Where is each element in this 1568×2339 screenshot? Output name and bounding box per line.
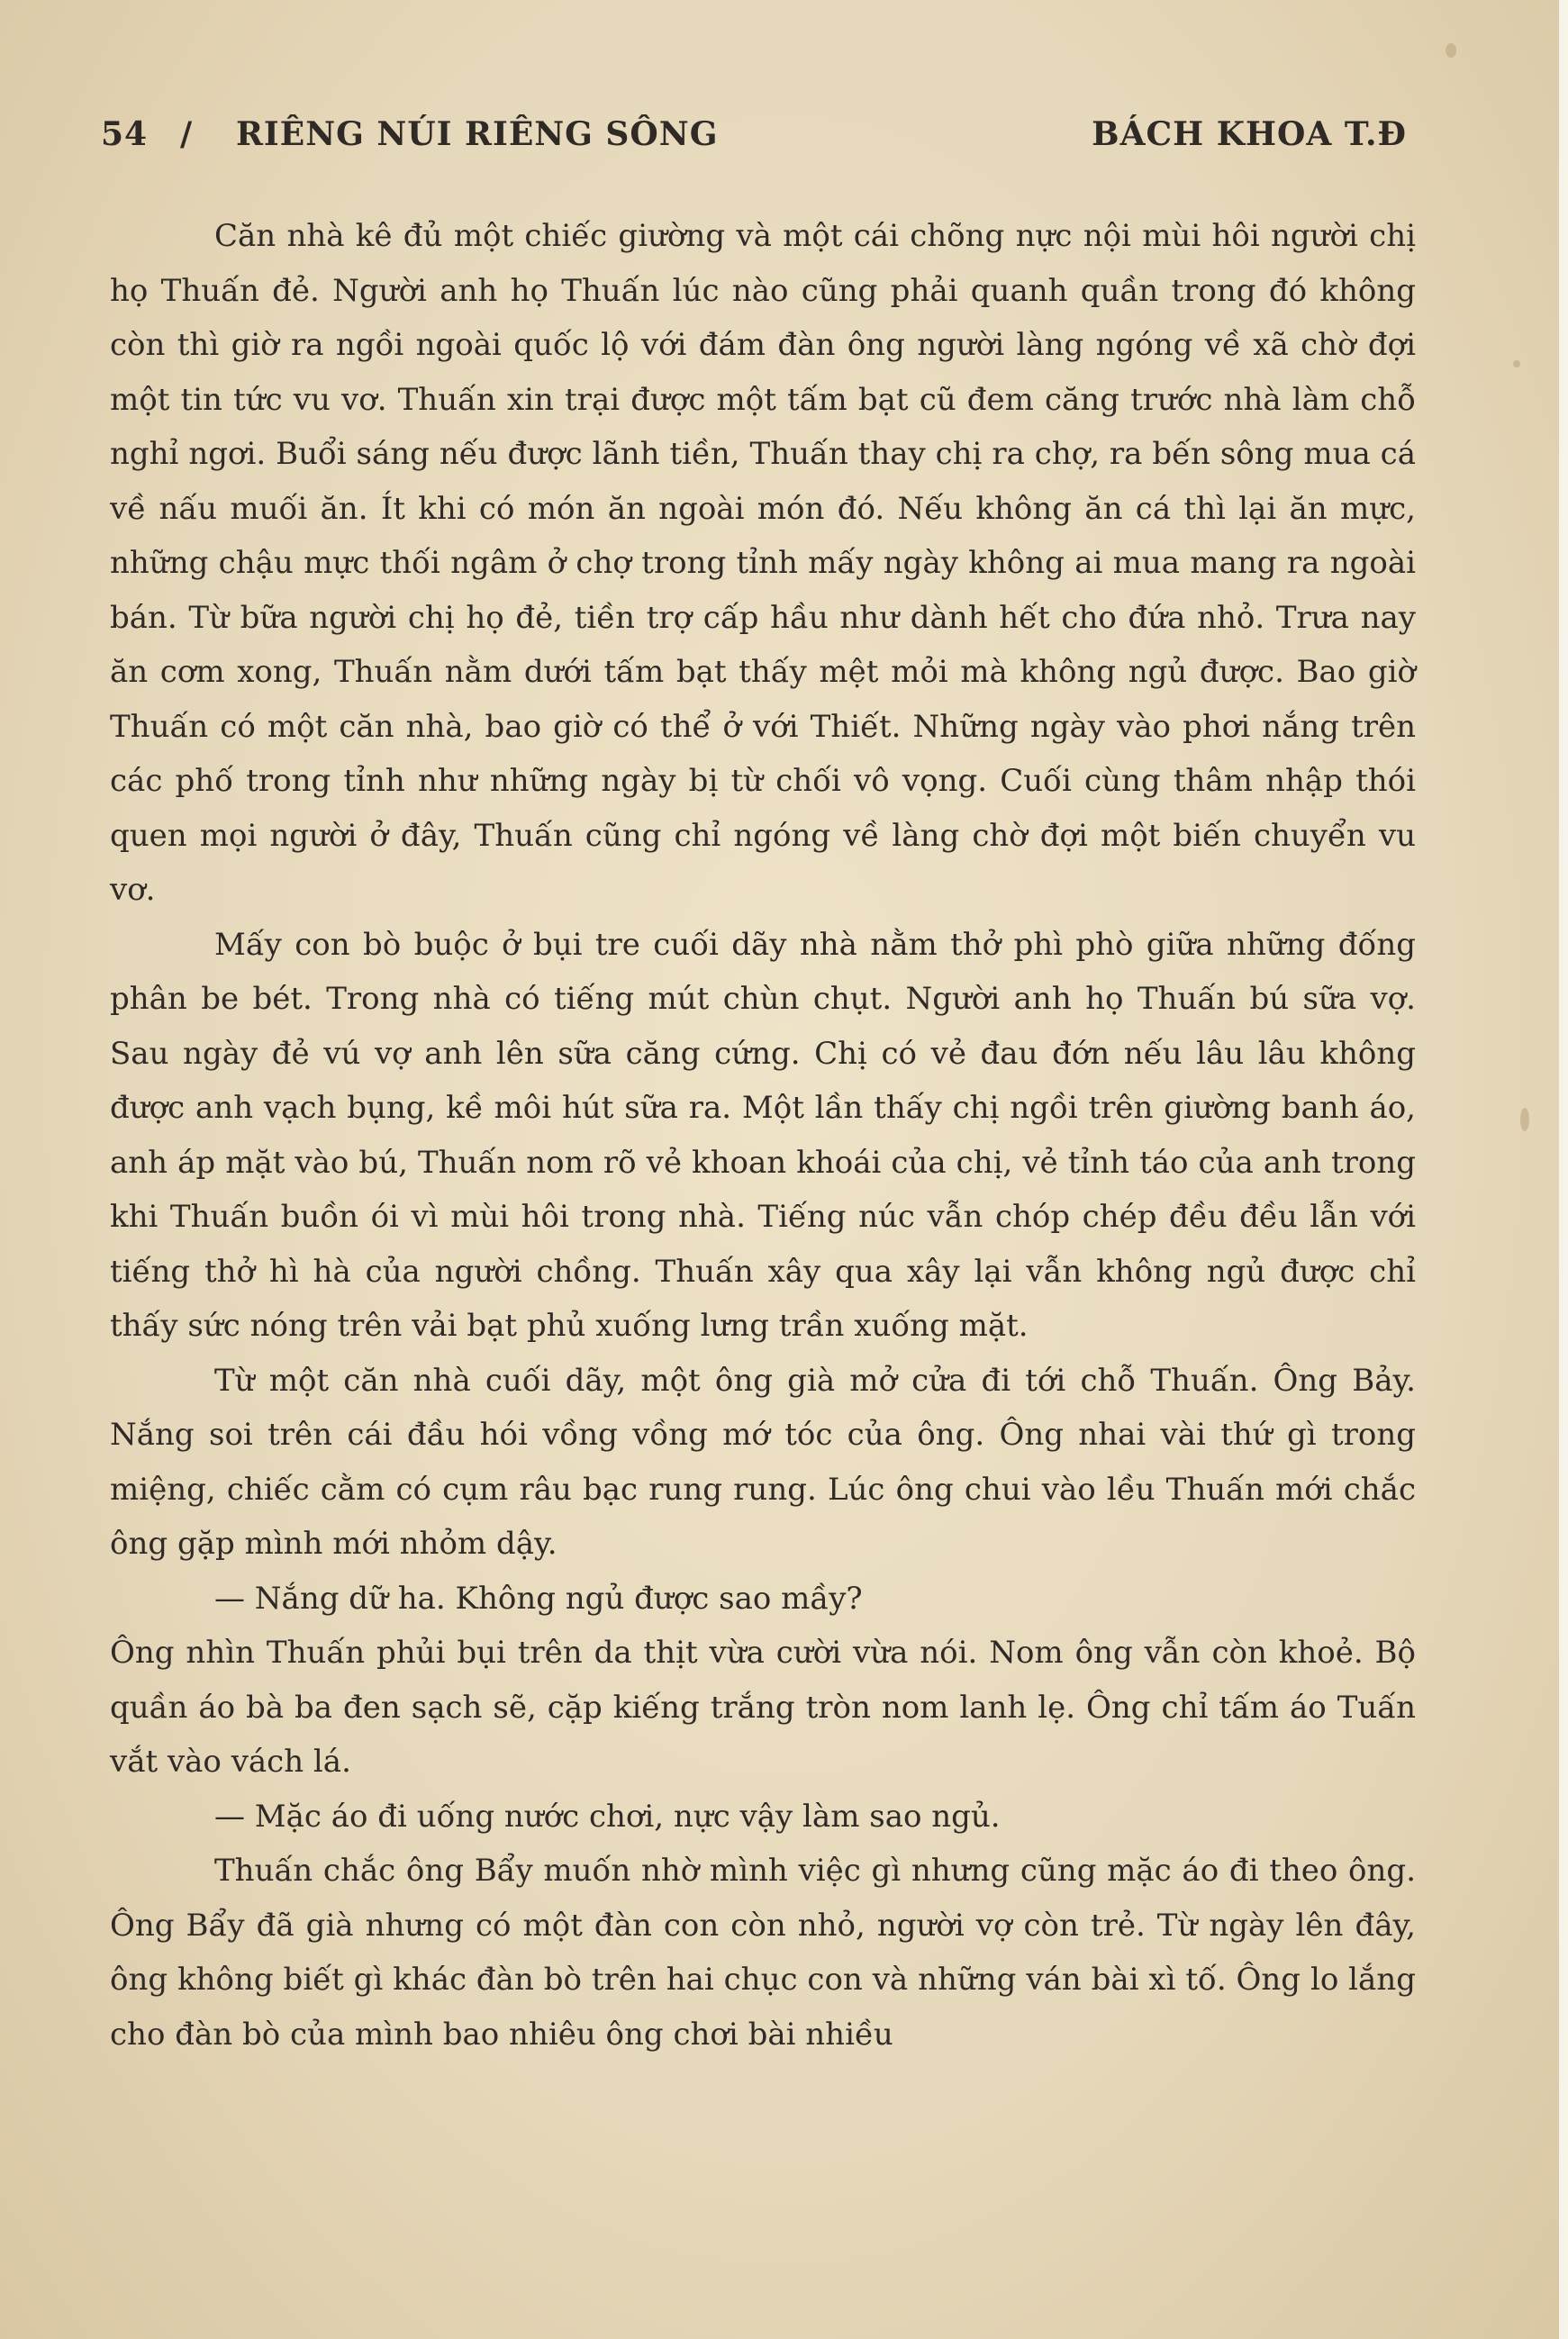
header-separator: /: [180, 115, 194, 153]
publication-name: BÁCH KHOA T.Đ: [1092, 115, 1407, 153]
stain-mark: [1520, 1108, 1529, 1131]
paragraph: Thuấn chắc ông Bẩy muốn nhờ mình việc gì nhưng cũng mặc áo đi theo ông. Ông Bẩy đã già nhưng có một đàn con còn nhỏ, người vợ còn trẻ. Từ ngày lên đây, ông không biết gì khác đàn bò trên hai chục con và những ván bài xì tố. Ông lo lắng cho đàn bò của mình bao nhiêu ông chơi bài nhiều: [110, 1853, 1416, 2053]
page-number: 54: [101, 115, 149, 153]
section-title: RIÊNG NÚI RIÊNG SÔNG: [236, 115, 719, 153]
page-edge: [1559, 0, 1568, 2339]
paragraph: Ông nhìn Thuấn phủi bụi trên da thịt vừa cười vừa nói. Nom ông vẫn còn khoẻ. Bộ quần áo bà ba đen sạch sẽ, cặp kiếng trắng tròn nom lanh lẹ. Ông chỉ tấm áo Tuấn vắt vào vách lá.: [110, 1635, 1416, 1780]
paragraph: Căn nhà kê đủ một chiếc giường và một cái chõng nực nội mùi hôi người chị họ Thuấn đẻ. Người anh họ Thuấn lúc nào cũng phải quanh quần trong đó không còn thì giờ ra ngồi ngoài quốc lộ với đám đàn ông người làng ngóng về xã chờ đợi một tin tức vu vơ. Thuấn xin trại được một tấm bạt cũ đem căng trước nhà làm chỗ nghỉ ngơi. Buổi sáng nếu được lãnh tiền, Thuấn thay chị ra chợ, ra bến sông mua cá về nấu muối ăn. Ít khi có món ăn ngoài món đó. Nếu không ăn cá thì lại ăn mực, những chậu mực thối ngâm ở chợ trong tỉnh mấy ngày không ai mua mang ra ngoài bán. Từ bữa người chị họ đẻ, tiền trợ cấp hầu như dành hết cho đứa nhỏ. Trưa nay ăn cơm xong, Thuấn nằm dưới tấm bạt thấy mệt mỏi mà không ngủ được. Bao giờ Thuấn có một căn nhà, bao giờ có thể ở với Thiết. Những ngày vào phơi nắng trên các phố trong tỉnh như những ngày bị từ chối vô vọng. Cuối cùng thâm nhập thói quen mọi người ở đây, Thuấn cũng chỉ ngóng về làng chờ đợi một biến chuyển vu vơ.: [110, 218, 1416, 908]
body-text: [110, 209, 1416, 2062]
dialogue-line: — Nắng dữ ha. Không ngủ được sao mầy?: [214, 1580, 863, 1617]
stain-mark: [1513, 360, 1520, 367]
running-header: [101, 115, 1407, 160]
paragraph: Từ một căn nhà cuối dãy, một ông già mở cửa đi tới chỗ Thuấn. Ông Bảy. Nắng soi trên cái đầu hói vồng vồng mớ tóc của ông. Ông nhai vài thứ gì trong miệng, chiếc cằm có cụm râu bạc rung rung. Lúc ông chui vào lều Thuấn mới chắc ông gặp mình mới nhỏm dậy.: [110, 1362, 1416, 1562]
stain-mark: [1446, 43, 1456, 58]
paragraph: Mấy con bò buộc ở bụi tre cuối dãy nhà nằm thở phì phò giữa những đống phân be bét. Trong nhà có tiếng mút chùn chụt. Người anh họ Thuấn bú sữa vợ. Sau ngày đẻ vú vợ anh lên sữa căng cứng. Chị có vẻ đau đớn nếu lâu lâu không được anh vạch bụng, kề môi hút sữa ra. Một lần thấy chị ngồi trên giường banh áo, anh áp mặt vào bú, Thuấn nom rõ vẻ khoan khoái của chị, vẻ tỉnh táo của anh trong khi Thuấn buồn ói vì mùi hôi trong nhà. Tiếng núc vẫn chóp chép đều đều lẫn với tiếng thở hì hà của người chồng. Thuấn xây qua xây lại vẫn không ngủ được chỉ thấy sức nóng trên vải bạt phủ xuống lưng trần xuống mặt.: [110, 926, 1416, 1344]
dialogue-line: — Mặc áo đi uống nước chơi, nực vậy làm sao ngủ.: [214, 1798, 1001, 1835]
